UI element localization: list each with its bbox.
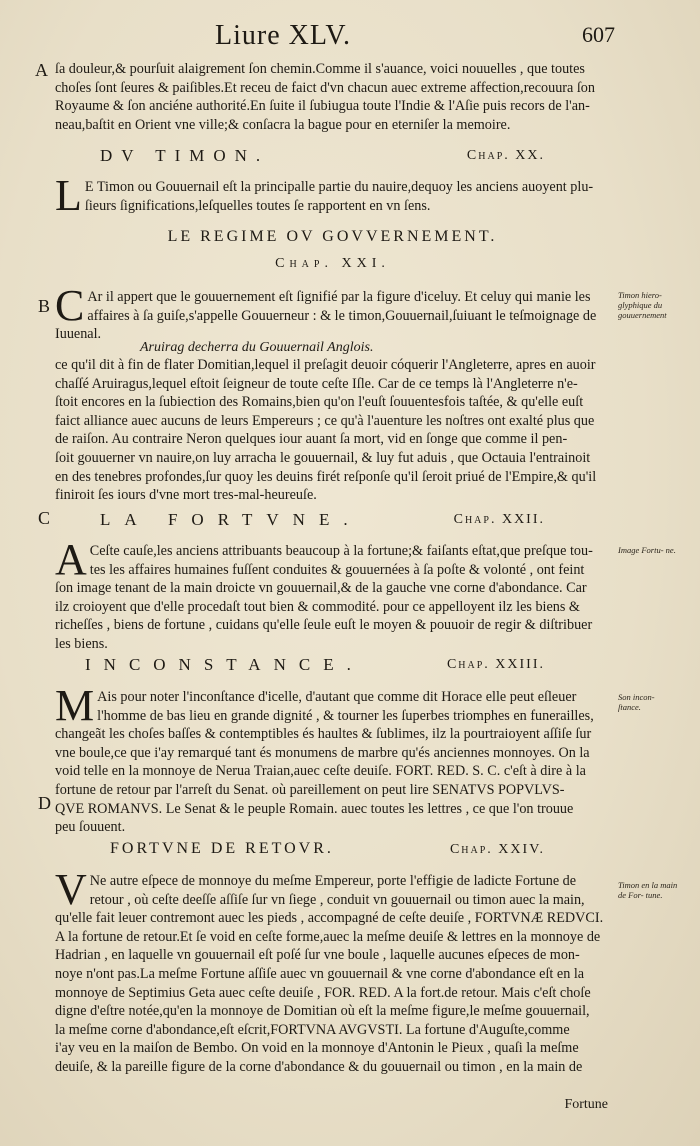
text-line: E Timon ou Gouuernail eſt la principalle partie du nauire,dequoy les anciens auoyent plu-: [84, 179, 594, 195]
text-line: la meſme corne d'abondance,eſt eſcrit,FORTVNA AVGVSTI. La fortune d'Auguſte,comme: [55, 1021, 570, 1038]
text-line: ilz croioyent que d'elle procedaſt tout bien & commodité. pour ce appelloyent ilz les biens &: [55, 598, 580, 615]
margin-letter-c: C: [38, 508, 51, 528]
drop-cap: C: [55, 281, 85, 330]
chapter-title: LA FORTVNE.: [100, 510, 362, 529]
chapter-title-regime: LE REGIME OV GOVVERNEMENT.: [167, 228, 498, 245]
paragraph-regime: [55, 281, 610, 344]
side-note-inconstance: Son incon- ſtance.: [618, 692, 655, 712]
paragraph-regime-continued: [55, 356, 610, 505]
text-line: void telle en la monnoye de Nerua Traian,auec ceſte deuiſe. FORT. RED. S. C. c'eſt à dire à la: [55, 763, 586, 780]
text-line: ſa douleur,& pourſuit alaigrement ſon chemin.Comme il s'auance, voici nouuelles , que toutes: [55, 61, 585, 77]
side-note-fortune: Image Fortu- ne.: [618, 545, 676, 555]
text-line: Iuuenal.: [55, 326, 102, 343]
catchword: Fortune: [564, 1097, 608, 1112]
chapter-title: FORTVNE DE RETOVR.: [110, 840, 334, 857]
text-line: les biens.: [55, 635, 108, 652]
text-line: Ais pour noter l'inconſtance d'icelle, d'autant que comme dit Horace elle peut eſleuer: [97, 689, 577, 705]
text-line: richeſſes , biens de fortune , cuidans qu'elle ſeule euſt le moyen & pouuoir de regir & diſtribuer: [55, 617, 593, 634]
text-line: Royaume & ſon anciéne authorité.En ſuite il ſubiugua toute l'Indie & l'Aſie puis recors de l'an-: [55, 98, 590, 115]
margin-letter-b: B: [38, 296, 51, 316]
text-line: monnoye de Septimius Geta auec ceſte deuiſe , FOR. RED. A la fort.de retour. Mais c'eſt choſe: [55, 984, 591, 1001]
text-line: i'ay veu en la maiſon de Bembo. On void en la monnoye d'Antonin le Pieux , quaſi la meſme: [55, 1040, 579, 1057]
text-line: neau,baſtit en Orient vne ville;& conſacra la bague pour en eterniſer la memoire.: [55, 116, 511, 133]
text-line: Hadrian , en laquelle vn gouuernail eſt poſé ſur vne boule , laquelle aucunes eſpeces de mon-: [55, 947, 580, 964]
text-line: digne d'eſtre notée,qu'en la monnoye de Domitian où eſt la meſme figure,le meſme gouuernail,: [55, 1003, 590, 1020]
text-line: en des tenebres profondes,ſur quoy les deuins firét reſponſe qu'il ſeroit priué de l'Empire,& qu'il: [55, 468, 597, 485]
margin-letter-d: D: [38, 793, 51, 813]
paragraph-inconstance: [55, 681, 610, 837]
running-head: [205, 18, 615, 58]
paragraph-opening: [55, 60, 610, 134]
text-line: ſon image tenant de la main droicte vn gouuernail,& de la gauche vne corne d'abondance. Car: [55, 580, 587, 597]
text-line: QVE ROMANVS. Le Senat & le peuple Romain. auec toutes les lettres , ce que l'on trouue: [55, 800, 574, 817]
text-line: vne boule,ce que i'ay remarqué tant és monumens de marbre qu'és anciennes monnoyes. On la: [55, 744, 590, 761]
page-number: 607: [582, 22, 615, 47]
drop-cap: L: [55, 171, 82, 220]
text-line: deuiſe, & la pareille figure de la corne d'abondance & du gouuernail ou timon , en la main de: [55, 1058, 583, 1075]
drop-cap: M: [55, 681, 95, 730]
chapter-title: INCONSTANCE.: [85, 655, 364, 674]
drop-cap: A: [55, 535, 87, 584]
text-line: retour , où ceſte deeſſe aſſiſe ſur vn ſiege , conduit vn gouuernail ou timon auec la main,: [89, 891, 585, 908]
margin-letter-a: A: [35, 60, 48, 80]
text-line: peu ſouuent.: [55, 819, 126, 836]
text-line: A la fortune de retour.Et ſe void en ceſte forme,auec la meſme deuiſe & lettres en la monnoye de: [55, 928, 601, 945]
text-line: faict alliance auec aucuns de leurs Empereurs ; ce qu'à l'auenture les noſtres ont exalté plus que: [55, 412, 595, 429]
text-line: changeãt les choſes baſſes & contemptibles és haultes & ſublimes, ilz la pourtraioyent aſſiſe ſur: [55, 726, 592, 743]
text-line: ſoit gouuerner vn nauire,on luy arracha le gouuernail, & luy fut aduis , que Octauia l'entrainoit: [55, 449, 591, 466]
text-line: finiroit ſes iours d'vne mort tres-mal-heureuſe.: [55, 487, 317, 504]
text-line: chaſſé Aruiragus,lequel eſtoit ſeigneur de toute ceſte Iſle. Car de ce temps là l'Angleterre n'e-: [55, 375, 578, 392]
text-line: ſtoit encores en la ſubiection des Romains,bien qu'on l'euſt ſouuentesfois taſtée, & qu'elle euſt: [55, 394, 584, 411]
text-line: Ceſte cauſe,les anciens attribuants beaucoup à la fortune;& faiſants eſtat,que preſque tou-: [89, 543, 593, 559]
verse-quote: Aruirag decherra du Gouuernail Anglois.: [140, 340, 374, 355]
running-title: Liure XLV.: [215, 20, 351, 51]
chapter-number: Chap. XX.: [466, 148, 545, 163]
paragraph-retour: [55, 865, 610, 1077]
chapter-number: Chap. XXII.: [453, 512, 545, 527]
chapter-number: Chap. XXIII.: [446, 657, 545, 672]
text-line: Ne autre eſpece de monnoye du meſme Empereur, porte l'effigie de ladicte Fortune de: [89, 873, 577, 889]
chapter-heading-fortune: [55, 510, 610, 532]
drop-cap: V: [55, 865, 87, 914]
chapter-number-regime: Chap. XXI.: [275, 256, 390, 271]
text-line: affaires à ſa guiſe,s'appelle Gouuerneur : & le timon,Gouuernail,ſuiuant le teſmoignage de: [87, 307, 597, 324]
text-line: Ar il appert que le gouuernement eſt ſignifié par la figure d'iceluy. Et celuy qui manie les: [87, 289, 591, 305]
paragraph-timon: [55, 171, 610, 220]
side-note-timon: Timon hiero- glyphique du gouuernement: [618, 290, 667, 320]
chapter-heading-inconstance: [55, 655, 610, 677]
side-note-retour: Timon en la main de For- tune.: [618, 880, 678, 900]
text-line: de raiſon. Au contraire Neron quelques iour auant ſa mort, vid en ſonge que comme il pen-: [55, 431, 568, 448]
text-line: fortune de retour par l'arreſt du Senat. où pareillement on peut lire SENATVS POPVLVS-: [55, 781, 565, 798]
chapter-number: Chap. XXIV.: [449, 842, 545, 857]
chapter-heading-retour: [55, 840, 610, 862]
text-line: noye n'ont pas.La meſme Fortune aſſiſe auec vn gouuernail & vne corne d'abondance eſt en la: [55, 965, 585, 982]
text-line: ſieurs ſignifications,leſquelles toutes ſe rapportent en vn ſens.: [84, 197, 431, 214]
text-line: l'homme de bas lieu en grande dignité , & tourner les ſuperbes triomphes en funerailles,: [97, 707, 594, 724]
text-line: tes les affaires humaines fuſſent conduites & gouuernées à ſa poſte & volonté , ont feint: [89, 561, 585, 578]
text-line: choſes ſont ſeures & paiſibles.Et receu de faict d'vn chacun auec extreme affection,recouura ſon: [55, 79, 595, 96]
text-line: ce qu'il dit à fin de flater Domitian,lequel il preſagit deuoir cóquerir l'Angleterre, apres en auoir: [55, 357, 596, 373]
paragraph-fortune: [55, 535, 610, 654]
chapter-title: DV TIMON.: [100, 146, 270, 165]
chapter-heading-timon: [55, 146, 610, 168]
text-line: qu'elle fait leuer contremont auec les pieds , accompagné de ceſte deuiſe , FORTVNÆ REDVCI.: [55, 910, 604, 927]
